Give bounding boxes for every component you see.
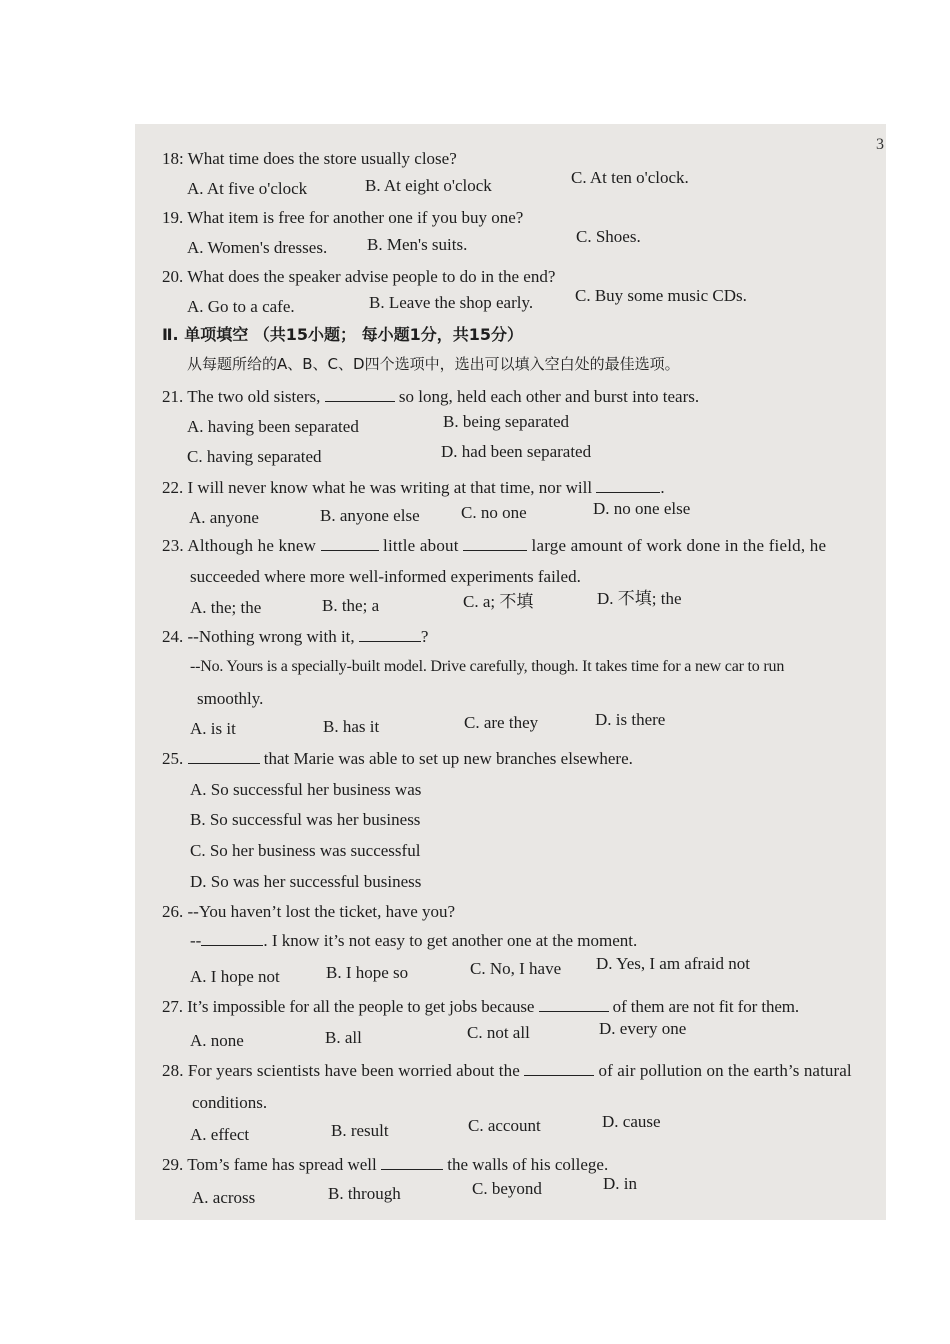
question-23-option-a: A. the; the [190,598,262,617]
answer-blank [463,536,527,551]
question-28-text: 28. For years scientists have been worried about the [162,1061,525,1080]
question-23-text-mid: little about [378,536,464,555]
question-24-text-cont: ? [420,627,429,646]
question-23-stem-line2: succeeded where more well-informed experiments failed. [190,567,581,586]
question-24-option-d: D. is there [595,710,666,729]
question-23-text: 23. Although he knew [162,536,321,555]
question-25-option-d: D. So was her successful business [190,872,422,891]
question-23-option-c: C. a; 不填 [463,592,534,611]
question-27-stem [162,996,882,1018]
question-29-option-b: B. through [328,1184,401,1203]
question-24-text: 24. --Nothing wrong with it, [162,627,359,646]
question-27-option-c: C. not all [467,1023,530,1042]
question-24-option-b: B. has it [323,717,380,736]
question-23-option-d: D. 不填; the [597,589,682,608]
question-25-stem [162,748,882,770]
answer-blank [201,931,263,946]
question-27-option-d: D. every one [599,1019,687,1038]
question-23-option-b: B. the; a [322,596,380,615]
question-18-option-c: C. At ten o'clock. [571,168,689,187]
question-29-stem [162,1154,882,1176]
question-24-option-c: C. are they [464,713,539,732]
question-19-stem: 19. What item is free for another one if you buy one? [162,208,524,227]
answer-blank [539,997,609,1012]
question-26-option-b: B. I hope so [326,963,409,982]
question-29-option-d: D. in [603,1174,637,1193]
question-29-text: 29. Tom’s fame has spread well [162,1155,381,1174]
question-18-option-b: B. At eight o'clock [365,176,492,195]
question-28-option-d: D. cause [602,1112,661,1131]
question-24-reply: --No. Yours is a specially-built model. Drive carefully, though. It takes time for a new car to run [190,658,785,675]
question-25-text-cont: that Marie was able to set up new branches elsewhere. [259,749,633,768]
question-25-option-c: C. So her business was successful [190,841,421,860]
answer-blank [325,387,395,402]
page-number: 3 [876,136,884,153]
question-28-option-a: A. effect [190,1125,250,1144]
answer-blank [359,627,421,642]
question-21-option-b: B. being separated [443,412,570,431]
question-28-stem [162,1060,882,1082]
question-24-option-a: A. is it [190,719,236,738]
question-28-stem-line2: conditions. [192,1093,268,1112]
question-27-text-cont: of them are not fit for them. [608,997,800,1016]
exam-page [135,124,886,1220]
question-20-option-c: C. Buy some music CDs. [575,286,747,305]
question-24-reply-line2: smoothly. [197,689,264,708]
question-21-text-cont: so long, held each other and burst into tears. [394,387,700,406]
question-18-stem: 18: What time does the store usually close? [162,149,457,168]
question-22-text-cont: . [660,478,665,497]
question-25-text: 25. [162,749,188,768]
question-21-option-c: C. having separated [187,447,322,466]
answer-blank [188,749,260,764]
answer-blank [524,1061,594,1076]
answer-blank [596,478,660,493]
question-19-option-c: C. Shoes. [576,227,641,246]
question-19-option-b: B. Men's suits. [367,235,468,254]
question-20-stem: 20. What does the speaker advise people to do in the end? [162,267,556,286]
question-26-text-cont: . I know it’s not easy to get another one at the moment. [263,931,638,950]
section-2-title: Ⅱ. 单项填空 （共15小题； 每小题1分，共15分） [162,325,523,344]
question-29-option-a: A. across [192,1188,256,1207]
question-21-option-d: D. had been separated [441,442,592,461]
answer-blank [381,1155,443,1170]
question-27-option-b: B. all [325,1028,362,1047]
question-20-option-a: A. Go to a cafe. [187,297,295,316]
question-23-stem [162,535,882,557]
question-23-text-cont: large amount of work done in the field, he [527,536,827,555]
question-28-option-c: C. account [468,1116,541,1135]
question-29-text-cont: the walls of his college. [442,1155,609,1174]
question-21-text: 21. The two old sisters, [162,387,325,406]
question-25-option-a: A. So successful her business was [190,780,422,799]
question-25-option-b: B. So successful was her business [190,810,421,829]
question-19-option-a: A. Women's dresses. [187,238,328,257]
question-26-option-c: C. No, I have [470,959,562,978]
question-20-option-b: B. Leave the shop early. [369,293,534,312]
question-21-option-a: A. having been separated [187,417,359,436]
question-26-reply [190,930,886,952]
question-26-stem: 26. --You haven’t lost the ticket, have you? [162,902,456,921]
section-2-instruction: 从每题所给的A、B、C、D四个选项中，选出可以填入空白处的最佳选项。 [187,355,680,373]
answer-blank [321,536,379,551]
question-22-option-a: A. anyone [189,508,259,527]
question-22-option-b: B. anyone else [320,506,420,525]
question-26-option-d: D. Yes, I am afraid not [596,954,750,973]
question-22-option-d: D. no one else [593,499,691,518]
question-22-text: 22. I will never know what he was writing at that time, nor will [162,478,597,497]
question-26-dash: -- [190,931,202,950]
question-22-stem [162,477,882,499]
question-28-text-cont: of air pollution on the earth’s natural [594,1061,852,1080]
question-22-option-c: C. no one [461,503,527,522]
question-24-stem [162,626,882,648]
question-21-stem [162,386,882,408]
question-27-option-a: A. none [190,1031,244,1050]
question-26-option-a: A. I hope not [190,967,280,986]
question-29-option-c: C. beyond [472,1179,542,1198]
question-28-option-b: B. result [331,1121,389,1140]
question-18-option-a: A. At five o'clock [187,179,308,198]
question-27-text: 27. It’s impossible for all the people to get jobs because [162,997,539,1016]
